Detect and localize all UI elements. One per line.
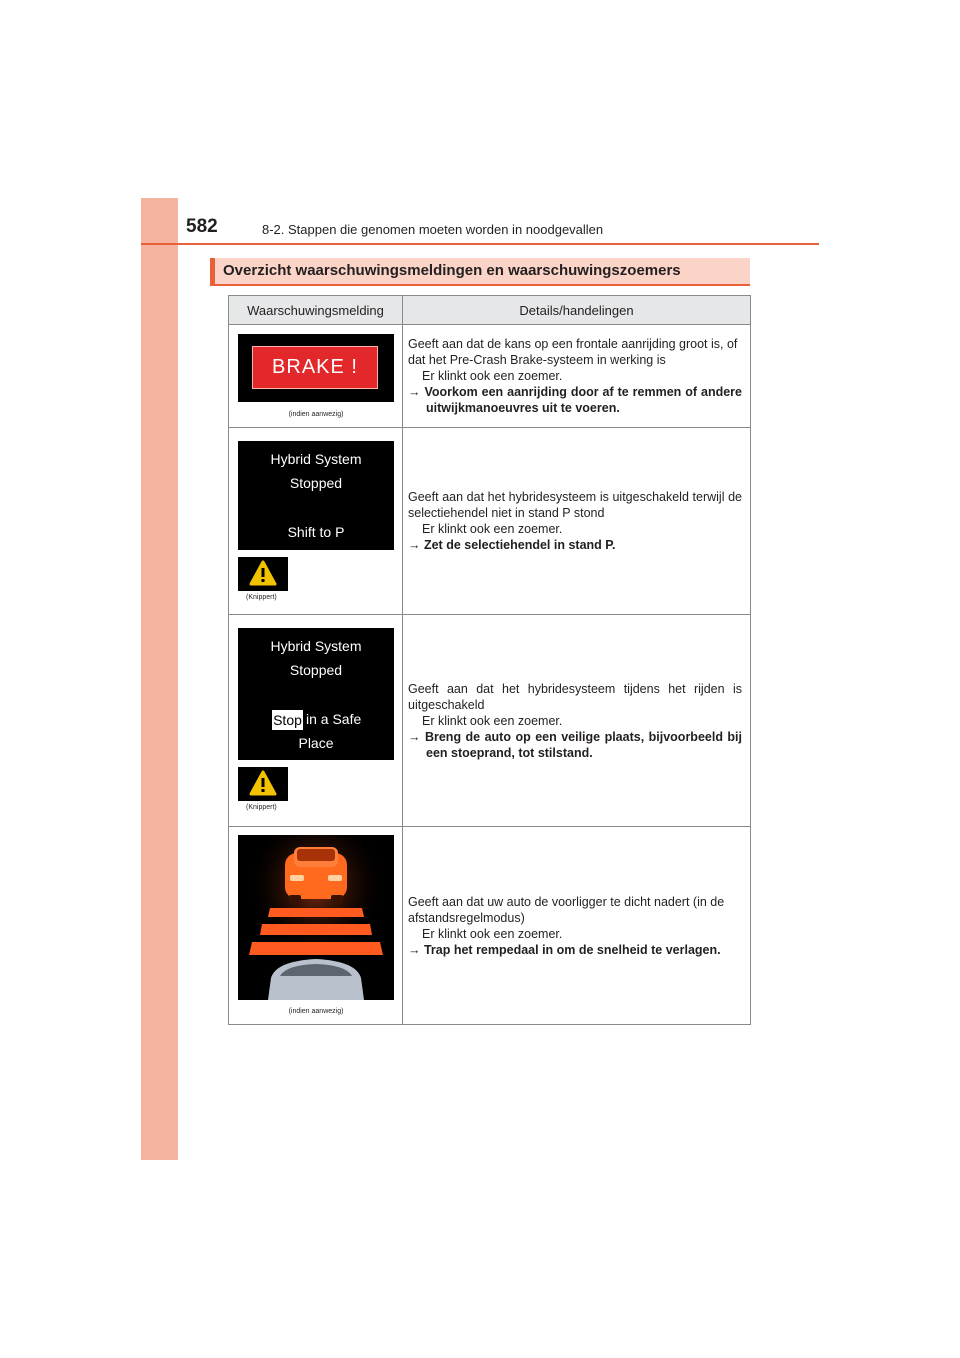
table-row	[229, 615, 751, 827]
warning-display-cell	[229, 325, 403, 428]
display-line: Hybrid System	[270, 638, 362, 654]
header-rule	[141, 243, 819, 245]
table-row	[229, 827, 751, 1025]
details-cell	[403, 615, 751, 827]
display-line: Hybrid System	[270, 451, 362, 467]
chapter-title: 8-2. Stappen die genomen moeten worden in noodgevallen	[262, 222, 604, 237]
action-instruction: → Zet de selectiehendel in stand P.	[408, 538, 616, 552]
warning-display-cell	[229, 827, 403, 1025]
warning-indicator	[238, 767, 288, 801]
warning-indicator	[238, 557, 288, 591]
distance-bars	[249, 908, 383, 955]
stop-highlight: Stop	[273, 712, 302, 728]
section-title: Overzicht waarschuwingsmeldingen en waarschuwingszoemers	[223, 262, 681, 279]
availability-caption: (indien aanwezig)	[288, 411, 344, 418]
brake-text: BRAKE !	[272, 356, 358, 378]
warning-table	[228, 295, 751, 1025]
buzzer-note: Er klinkt ook een zoemer.	[422, 926, 563, 941]
action-instruction: → Voorkom een aanrijding door af te remmen of andere uitwijkmanoeuvres uit te voeren.	[408, 385, 742, 415]
display-line: Stopped	[289, 475, 343, 491]
table-row	[229, 428, 751, 615]
details-text: Geeft aan dat uw auto de voorligger te dicht nadert (in de afstandsregelmodus)	[408, 894, 725, 925]
header-details: Details/handelingen	[403, 296, 751, 325]
section-heading-bar	[210, 258, 215, 284]
buzzer-note: Er klinkt ook een zoemer.	[422, 713, 563, 728]
warning-display-cell	[229, 615, 403, 827]
details-cell	[403, 827, 751, 1025]
blinking-caption: (Knippert)	[246, 594, 277, 601]
table-row	[229, 325, 751, 428]
chapter-side-strip	[141, 198, 178, 1160]
display-line: Place	[298, 735, 334, 751]
details-cell	[403, 325, 751, 428]
availability-caption: (indien aanwezig)	[288, 1008, 344, 1015]
display-line: Stopped	[289, 662, 343, 678]
brake-display	[238, 334, 394, 402]
details-text: Geeft aan dat het hybridesysteem is uitgeschakeld terwijl de selectiehendel niet in stand P stond	[408, 490, 742, 520]
page-number: 582	[186, 216, 218, 237]
action-instruction: → Trap het rempedaal in om de snelheid te verlagen.	[408, 942, 721, 957]
hybrid-stopped-display	[238, 441, 394, 550]
hybrid-stopped-safe-display	[238, 628, 394, 760]
display-line: in a Safe	[306, 711, 362, 727]
buzzer-note: Er klinkt ook een zoemer.	[422, 522, 563, 536]
buzzer-note: Er klinkt ook een zoemer.	[422, 369, 563, 383]
blinking-caption: (Knippert)	[246, 804, 277, 811]
preceding-car-icon	[285, 847, 347, 903]
details-text: Geeft aan dat de kans op een frontale aanrijding groot is, of dat het Pre-Crash Brake-systeem in werking is	[408, 337, 738, 367]
approach-warning-display	[238, 835, 394, 1000]
warning-triangle-icon	[238, 767, 288, 801]
warning-display-cell	[229, 428, 403, 615]
header-warning-message: Waarschuwingsmelding	[229, 296, 403, 325]
approaching-vehicle-graphic	[238, 835, 394, 1000]
warning-triangle-icon	[238, 557, 288, 591]
section-heading	[210, 258, 750, 286]
table-header-row	[229, 296, 751, 325]
details-text: Geeft aan dat het hybridesysteem tijdens het rijden is uitgeschakeld	[408, 681, 742, 712]
display-line: Shift to P	[287, 524, 345, 540]
details-cell	[403, 428, 751, 615]
action-instruction: → Breng de auto op een veilige plaats, bijvoorbeeld bij een stoeprand, tot stilstand.	[408, 729, 742, 760]
